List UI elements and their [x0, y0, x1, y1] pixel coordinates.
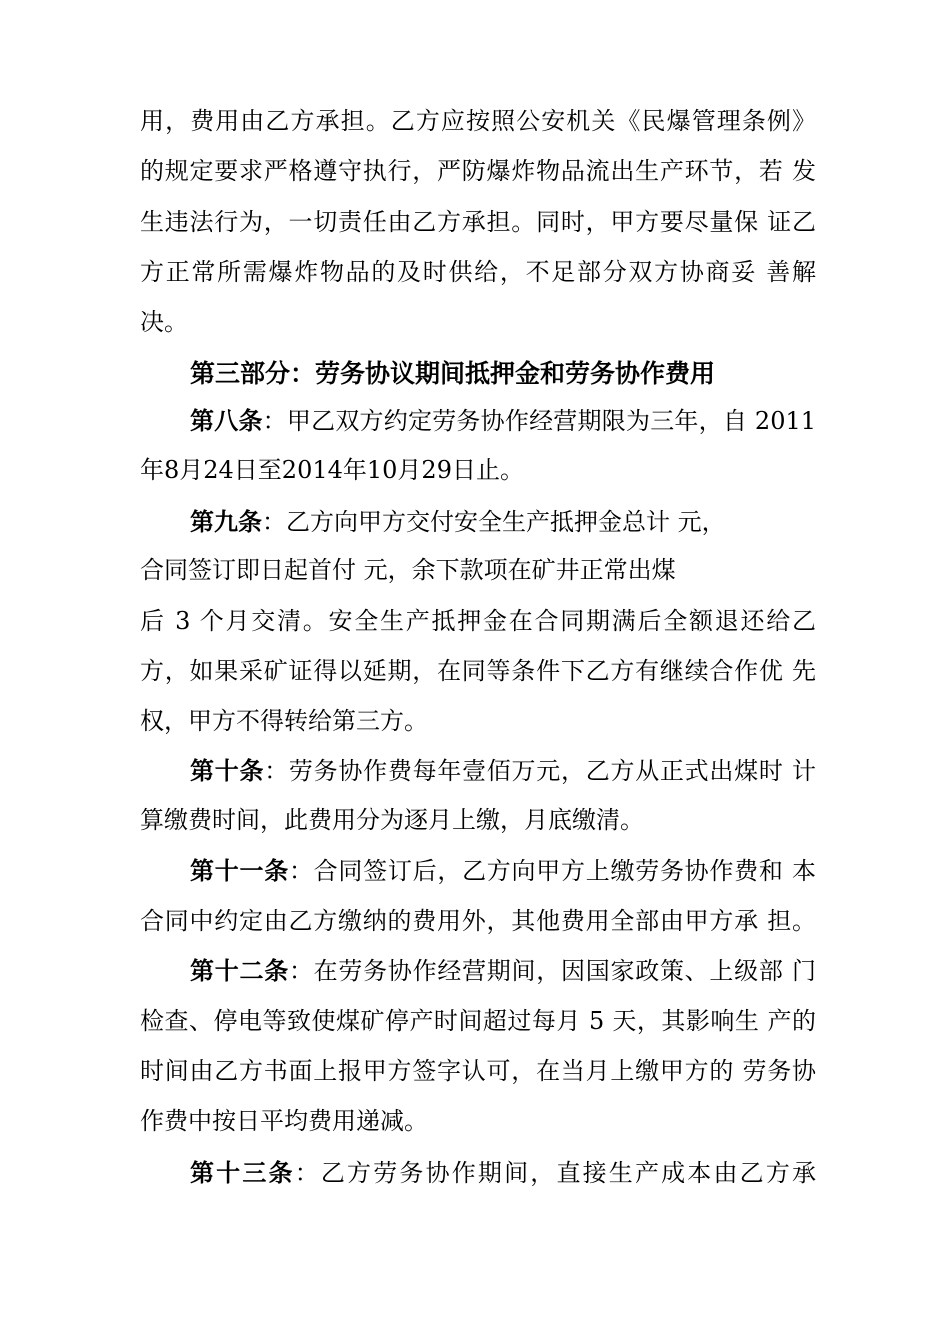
article-12-line: [190, 956, 816, 986]
article-9-line: [190, 507, 726, 537]
paragraph-line: 生违法行为，一切责任由乙方承担。同时，甲方要尽量保 证乙: [140, 208, 816, 236]
paragraph-line: 用，费用由乙方承担。乙方应按照公安机关《民爆管理条例》: [140, 107, 816, 135]
paragraph-line: 方正常所需爆炸物品的及时供给，不足部分双方协商妥 善解: [140, 258, 816, 286]
article-9-line: 后 3 个月交清。安全生产抵押金在合同期满后全额退还给乙: [140, 607, 816, 635]
paragraph-line: 决。: [140, 308, 188, 336]
article-text: ：甲乙双方约定劳务协作经营期限为三年，自 2011: [262, 407, 816, 435]
article-9-line: 方，如果采矿证得以延期，在同等条件下乙方有继续合作优 先: [140, 657, 816, 685]
article-12-line: 时间由乙方书面上报甲方签字认可，在当月上缴甲方的 劳务协: [140, 1057, 816, 1085]
article-10-line: 算缴费时间，此费用分为逐月上缴，月底缴清。: [140, 806, 644, 834]
article-8-line: [190, 406, 816, 436]
article-text: ：合同签订后，乙方向甲方上缴劳务协作费和 本: [288, 857, 816, 885]
article-9-line: 权，甲方不得转给第三方。: [140, 707, 428, 735]
article-label: 第十二条: [190, 956, 289, 985]
article-10-line: [190, 756, 816, 786]
article-13-line: [190, 1158, 816, 1188]
article-text: ：乙方向甲方交付安全生产抵押金总计 元，: [262, 508, 726, 536]
article-label: 第十三条: [190, 1158, 295, 1187]
article-label: 第八条: [190, 406, 263, 435]
article-12-line: 作费中按日平均费用递减。: [140, 1107, 428, 1135]
article-9-line: 合同签订即日起首付 元，余下款项在矿井正常出煤: [140, 556, 676, 584]
article-text: ：乙方劳务协作期间，直接生产成本由乙方承: [294, 1159, 817, 1187]
article-label: 第十条: [190, 756, 265, 785]
article-11-line: 合同中约定由乙方缴纳的费用外，其他费用全部由甲方承 担。: [140, 907, 816, 935]
paragraph-line: 的规定要求严格遵守执行，严防爆炸物品流出生产环节，若 发: [140, 157, 816, 185]
section-heading: 第三部分：劳务协议期间抵押金和劳务协作费用: [190, 359, 716, 388]
article-11-line: [190, 856, 816, 886]
article-12-line: 检查、停电等致使煤矿停产时间超过每月 5 天，其影响生 产的: [140, 1007, 816, 1035]
article-label: 第九条: [190, 507, 262, 536]
article-text: ：劳务协作费每年壹佰万元，乙方从正式出煤时 计: [264, 757, 816, 785]
article-8-line: 年8月24日至2014年10月29日止。: [140, 456, 524, 484]
article-label: 第十一条: [190, 856, 289, 885]
article-text: ：在劳务协作经营期间，因国家政策、上级部 门: [288, 957, 816, 985]
